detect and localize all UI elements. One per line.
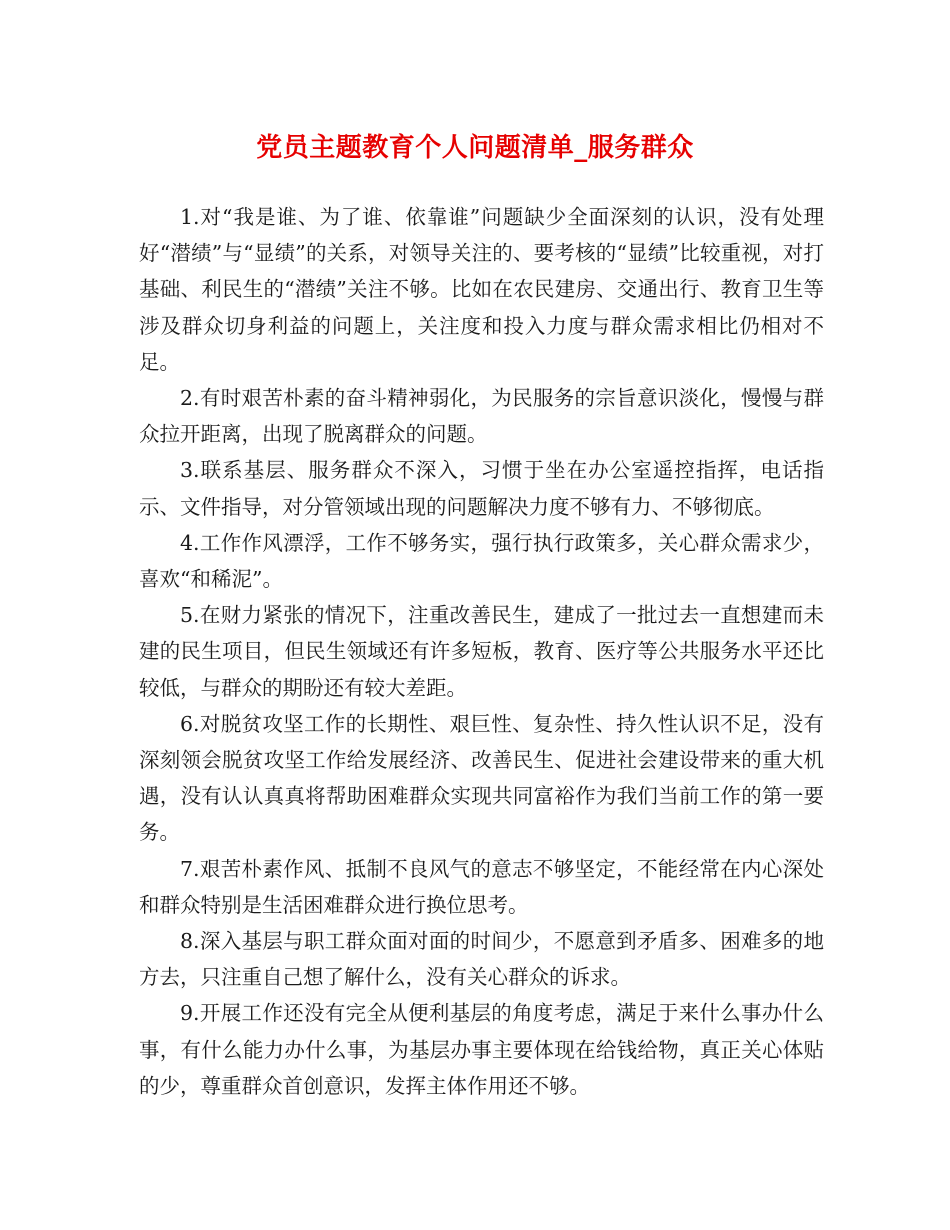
list-item-6: 6.对脱贫攻坚工作的长期性、艰巨性、复杂性、持久性认识不足，没有深刻领会脱贫攻坚工作给发展经济、改善民生、促进社会建设带来的重大机遇，没有认认真真将帮助困难群众实现共同富裕作为我们当前工作的第一要务。 <box>139 711 824 845</box>
list-item-4: 4.工作作风漂浮，工作不够务实，强行执行政策多，关心群众需求少，喜欢“和稀泥”。 <box>139 530 824 592</box>
document-title: 党员主题教育个人问题清单_服务群众 <box>256 133 694 163</box>
document-body <box>139 199 824 1104</box>
list-item-1: 1.对“我是谁、为了谁、依靠谁”问题缺少全面深刻的认识，没有处理好“潜绩”与“显绩”的关系，对领导关注的、要考核的“显绩”比较重视，对打基础、利民生的“潜绩”关注不够。比如在农民建房、交通出行、教育卫生等涉及群众切身利益的问题上，关注度和投入力度与群众需求相比仍相对不足。 <box>139 205 824 374</box>
list-item-2: 2.有时艰苦朴素的奋斗精神弱化，为民服务的宗旨意识淡化，慢慢与群众拉开距离，出现了脱离群众的问题。 <box>139 386 824 447</box>
list-item-8: 8.深入基层与职工群众面对面的时间少，不愿意到矛盾多、困难多的地方去，只注重自己想了解什么，没有关心群众的诉求。 <box>139 929 824 990</box>
list-item-7: 7.艰苦朴素作风、抵制不良风气的意志不够坚定，不能经常在内心深处和群众特别是生活困难群众进行换位思考。 <box>139 856 824 917</box>
list-item-3: 3.联系基层、服务群众不深入，习惯于坐在办公室遥控指挥，电话指示、文件指导，对分管领域出现的问题解决力度不够有力、不够彻底。 <box>139 458 824 519</box>
list-item-5: 5.在财力紧张的情况下，注重改善民生，建成了一批过去一直想建而未建的民生项目，但民生领域还有许多短板，教育、医疗等公共服务水平还比较低，与群众的期盼还有较大差距。 <box>139 603 824 700</box>
list-item-9: 9.开展工作还没有完全从便利基层的角度考虑，满足于来什么事办什么事，有什么能力办什么事，为基层办事主要体现在给钱给物，真正关心体贴的少，尊重群众首创意识，发挥主体作用还不够。 <box>139 1001 824 1098</box>
